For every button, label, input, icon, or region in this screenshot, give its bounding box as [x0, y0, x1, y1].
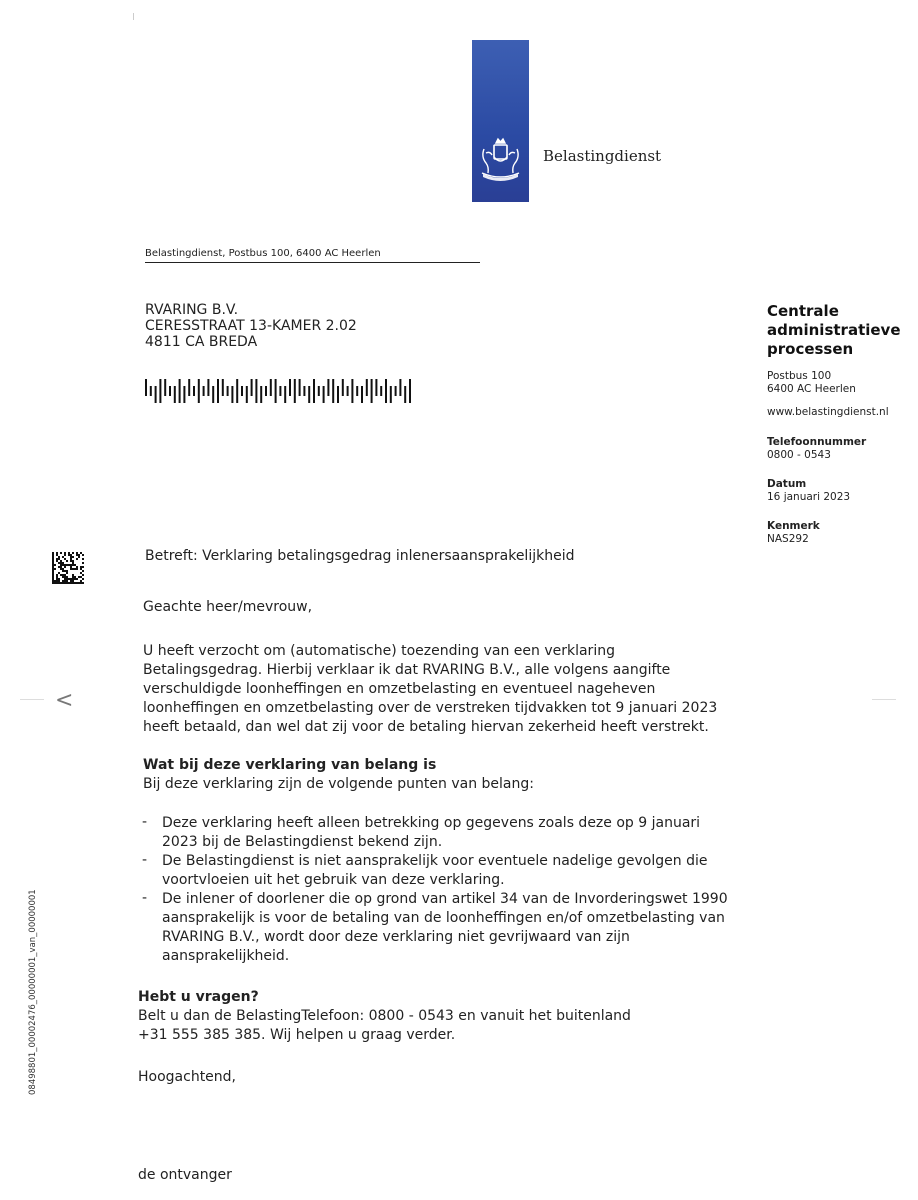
- department-name: [767, 302, 901, 359]
- phone-block: [767, 436, 866, 462]
- department-address: [767, 370, 856, 396]
- recipient-city: 4811 CA BREDA: [145, 334, 258, 350]
- questions-text: [138, 1007, 738, 1045]
- signature: de ontvanger: [138, 1167, 232, 1183]
- department-line-3: processen: [767, 340, 854, 358]
- closing: Hoogachtend,: [138, 1069, 237, 1085]
- heading-questions: Hebt u vragen?: [138, 989, 259, 1005]
- brand-name: Belastingdienst: [543, 147, 662, 165]
- department-line-1: Centrale: [767, 302, 839, 320]
- paragraph-line: U heeft verzocht om (automatische) toezending van een verklaring: [143, 643, 615, 659]
- reference-value: NAS292: [767, 533, 809, 545]
- reference-block: [767, 520, 820, 546]
- bullet-line: voortvloeien uit het gebruik van deze verklaring.: [162, 872, 505, 888]
- paragraph-line: verschuldigde loonheffingen en omzetbelasting en eventueel nageheven: [143, 681, 656, 697]
- bullet-line: RVARING B.V., wordt door deze verklaring niet gevrijwaard van zijn: [162, 929, 630, 945]
- bullet-3: [162, 890, 742, 966]
- paragraph-line: loonheffingen en omzetbelasting over de verstreken tijdvakken tot 9 januari 2023: [143, 700, 718, 716]
- recipient-street: CERESSTRAAT 13-KAMER 2.02: [145, 318, 357, 334]
- bullet-dash: -: [142, 852, 148, 868]
- recipient-name: RVARING B.V.: [145, 302, 239, 318]
- paragraph-line: Betalingsgedrag. Hierbij verklaar ik dat RVARING B.V., alle volgens aangifte: [143, 662, 671, 678]
- paragraph-main: [143, 642, 743, 737]
- sender-address: Belastingdienst, Postbus 100, 6400 AC Heerlen: [145, 248, 381, 259]
- bullet-dash: -: [142, 890, 148, 906]
- bullet-line: aansprakelijkheid.: [162, 948, 290, 964]
- date-label: Datum: [767, 478, 807, 490]
- postcode: 6400 AC Heerlen: [767, 383, 856, 395]
- relevance-intro: Bij deze verklaring zijn de volgende punten van belang:: [143, 776, 534, 792]
- postbus: Postbus 100: [767, 370, 832, 382]
- bullet-line: 2023 bij de Belastingdienst bekend zijn.: [162, 834, 443, 850]
- phone-value: 0800 - 0543: [767, 449, 831, 461]
- bullet-line: Deze verklaring heeft alleen betrekking op gegevens zoals deze op 9 januari: [162, 815, 701, 831]
- website: www.belastingdienst.nl: [767, 406, 889, 418]
- bullet-line: aansprakelijk is voor de betaling van de loonheffingen en/of omzetbelasting van: [162, 910, 725, 926]
- sender-underline: [145, 262, 480, 263]
- scan-mark: [133, 13, 134, 20]
- bullet-line: De Belastingdienst is niet aansprakelijk voor eventuele nadelige gevolgen die: [162, 853, 708, 869]
- subject-line: Betreft: Verklaring betalingsgedrag inlenersaansprakelijkheid: [145, 548, 575, 564]
- postal-barcode: [145, 376, 420, 406]
- paragraph-line: heeft betaald, dan wel dat zij voor de betaling hiervan zekerheid heeft verstrekt.: [143, 719, 709, 735]
- reference-label: Kenmerk: [767, 520, 820, 532]
- questions-line: +31 555 385 385. Wij helpen u graag verder.: [138, 1027, 456, 1043]
- bullet-line: De inlener of doorlener die op grond van artikel 34 van de Invorderingswet 1990: [162, 891, 728, 907]
- datamatrix-code: [52, 552, 84, 584]
- heading-relevance: Wat bij deze verklaring van belang is: [143, 757, 437, 773]
- bullet-1: [162, 814, 742, 852]
- date-value: 16 januari 2023: [767, 491, 851, 503]
- fold-line-right: [872, 699, 896, 700]
- date-block: [767, 478, 850, 504]
- phone-label: Telefoonnummer: [767, 436, 867, 448]
- bullet-2: [162, 852, 742, 890]
- document-id-code: 08498801_00002476_00000001_van_00000001: [28, 889, 38, 1095]
- coat-of-arms-icon: [478, 135, 523, 190]
- bullet-dash: -: [142, 814, 148, 830]
- fold-mark: <: [55, 688, 74, 713]
- salutation: Geachte heer/mevrouw,: [143, 599, 313, 615]
- fold-line-left: [20, 699, 44, 700]
- department-line-2: administratieve: [767, 321, 901, 339]
- questions-line: Belt u dan de BelastingTelefoon: 0800 - 0543 en vanuit het buitenland: [138, 1008, 631, 1024]
